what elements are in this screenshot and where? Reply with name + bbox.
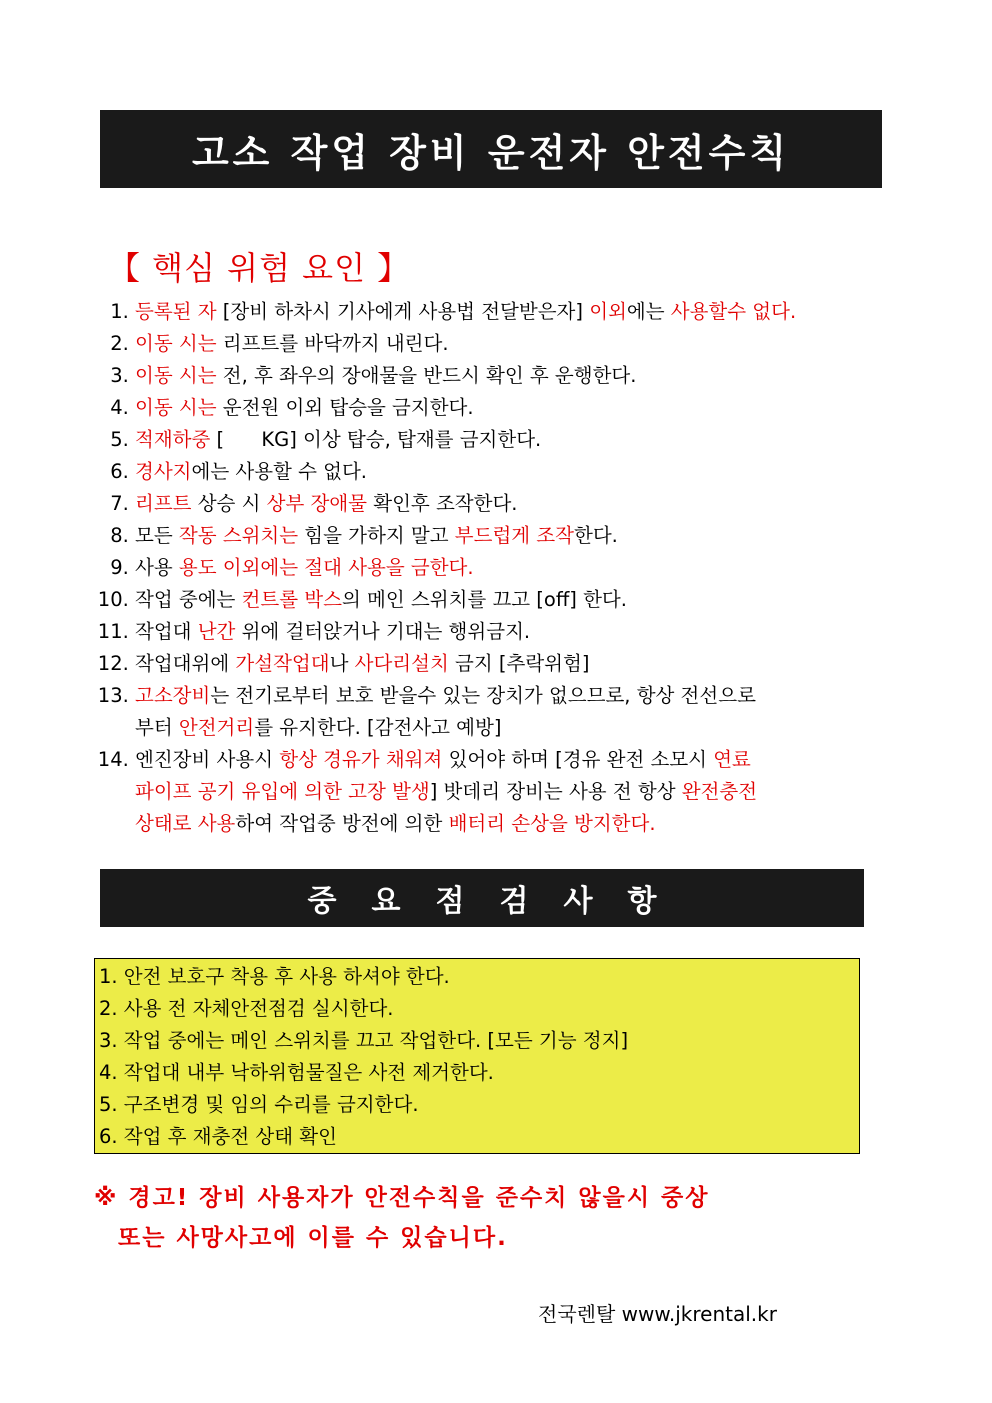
rule-highlight: 항상 경유가 채워져 (279, 748, 449, 771)
rule-line (94, 552, 894, 584)
checklist-item: 6. 작업 후 재충전 상태 확인 (99, 1125, 337, 1148)
rule-text (135, 616, 530, 648)
rule-number (94, 712, 135, 744)
rule-number: 1. (110, 300, 135, 323)
rule-highlight: 상부 장애물 (266, 492, 374, 515)
heading-char: 항 (627, 884, 657, 919)
rule-highlight: 이동 시는 (135, 364, 223, 387)
rule-number: 13. (97, 684, 135, 707)
heading-char: 사 (563, 884, 593, 919)
rule-highlight: 난간 (197, 620, 242, 643)
rule-line (94, 520, 894, 552)
rule-segment: 에는 사용할 수 없다. (191, 460, 368, 483)
footer-company: 전국렌탈 www.jkrental.kr (538, 1302, 777, 1326)
rule-line (94, 392, 894, 424)
checklist-item: 3. 작업 중에는 메인 스위치를 끄고 작업한다. [모든 기능 정지] (99, 1029, 629, 1052)
rule-segment: 힘을 가하지 말고 (304, 524, 455, 547)
rule-segment: 있어야 하며 [경유 완전 소모시 (448, 748, 714, 771)
rule-segment: 한다. (574, 524, 618, 547)
rule-text (135, 456, 367, 488)
checklist-item: 1. 안전 보호구 착용 후 사용 하셔야 한다. (99, 965, 450, 988)
rule-text (135, 584, 627, 616)
rule-text (135, 744, 751, 776)
rule-highlight: 이동 시는 (135, 396, 223, 419)
rule-segment: 금지 [추락위험] (455, 652, 590, 675)
rule-highlight: 완전충전 (681, 780, 758, 803)
rule-number (94, 808, 135, 840)
rule-segment: 운전원 이외 탑승을 금지한다. (222, 396, 474, 419)
rule-segment: 사용 (135, 556, 179, 579)
heading-char: 검 (499, 884, 529, 919)
page-title: 고소 작업 장비 운전자 안전수칙 (191, 130, 791, 175)
rule-segment: 는 전기로부터 보호 받을수 있는 장치가 없으므로, 항상 전선으로 (210, 684, 756, 707)
rule-text (135, 712, 501, 744)
safety-rules-list (94, 296, 894, 840)
rule-text (135, 680, 756, 712)
rule-line (94, 680, 894, 712)
rule-number (94, 776, 135, 808)
rule-segment: 작업 중에는 (135, 588, 242, 611)
rule-text (135, 424, 541, 456)
heading-char: 점 (435, 884, 465, 919)
rule-highlight: 이외 (589, 300, 627, 323)
heading-char: 요 (371, 884, 401, 919)
rule-highlight: 경사지 (135, 460, 192, 483)
rule-text (135, 552, 474, 584)
rule-segment: 를 유지한다. [감전사고 예방] (254, 716, 502, 739)
rule-segment: 작업대 (135, 620, 198, 643)
rule-highlight: 고소장비 (135, 684, 211, 707)
rule-segment: [ KG] 이상 탑승, 탑재를 금지한다. (216, 428, 542, 451)
rule-number: 10. (97, 588, 135, 611)
rule-line (94, 584, 894, 616)
rule-number: 14. (97, 748, 135, 771)
rule-number: 12. (97, 652, 135, 675)
rule-line (94, 808, 894, 840)
rule-number: 11. (97, 620, 135, 643)
rule-segment: 위에 걸터앉거나 기대는 행위금지. (241, 620, 531, 643)
rule-text (135, 392, 474, 424)
rule-number: 3. (110, 364, 135, 387)
rule-line (94, 424, 894, 456)
rule-highlight: 작동 스위치는 (178, 524, 305, 547)
checklist-item: 5. 구조변경 및 임의 수리를 금지한다. (99, 1093, 419, 1116)
rule-highlight: 사다리설치 (354, 652, 456, 675)
heading-char: 중 (307, 884, 337, 919)
rule-text (135, 776, 757, 808)
rule-line (94, 712, 894, 744)
rule-segment: 에는 (626, 300, 671, 323)
rule-text (135, 296, 796, 328)
rule-segment: ] 밧데리 장비는 사용 전 항상 (429, 780, 682, 803)
rule-number: 2. (110, 332, 135, 355)
rule-highlight: 적재하중 (135, 428, 217, 451)
rule-text (135, 648, 589, 680)
rule-segment: 작업대위에 (135, 652, 236, 675)
rule-text (135, 488, 518, 520)
rule-number: 4. (110, 396, 135, 419)
rule-segment: 의 메인 스위치를 끄고 [off] 한다. (341, 588, 627, 611)
rule-highlight: 파이프 공기 유입에 의한 고장 발생 (135, 780, 430, 803)
rule-segment: 나 (329, 652, 355, 675)
important-checks-heading-bar (100, 869, 864, 927)
rule-line (94, 360, 894, 392)
rule-text (135, 520, 618, 552)
rule-segment: 확인후 조작한다. (373, 492, 518, 515)
rule-text (135, 328, 449, 360)
rule-segment: [장비 하차시 기사에게 사용법 전달받은자] (222, 300, 590, 323)
rule-segment: 상승 시 (197, 492, 267, 515)
rule-number: 6. (110, 460, 135, 483)
rule-highlight: 부드럽게 조작 (454, 524, 574, 547)
rule-highlight: 등록된 자 (135, 300, 223, 323)
warning-notice (94, 1178, 709, 1258)
checklist-item: 2. 사용 전 자체안전점검 실시한다. (99, 997, 394, 1020)
rule-highlight: 배터리 손상을 방지한다. (448, 812, 656, 835)
checklist-item: 4. 작업대 내부 낙하위험물질은 사전 제거한다. (99, 1061, 494, 1084)
rule-number: 8. (110, 524, 135, 547)
rule-line (94, 328, 894, 360)
rule-number: 5. (110, 428, 135, 451)
rule-highlight: 가설작업대 (235, 652, 330, 675)
rule-highlight: 컨트롤 박스 (241, 588, 342, 611)
rule-highlight: 상태로 사용 (135, 812, 236, 835)
rule-segment: 하여 작업중 방전에 의한 (235, 812, 449, 835)
rule-text (135, 360, 636, 392)
rule-highlight: 사용할수 없다. (670, 300, 797, 323)
rule-highlight: 안전거리 (178, 716, 255, 739)
checklist-box (94, 958, 860, 1154)
rule-segment: 부터 (135, 716, 179, 739)
warning-line-2: 또는 사망사고에 이를 수 있습니다. (118, 1225, 508, 1251)
rule-line (94, 296, 894, 328)
rule-number: 9. (110, 556, 135, 579)
rule-line (94, 616, 894, 648)
warning-line-1: ※ 경고! 장비 사용자가 안전수칙을 준수치 않을시 중상 (94, 1185, 710, 1211)
section-heading-key-risks: 【 핵심 위험 요인 】 (108, 249, 411, 287)
rule-line (94, 648, 894, 680)
rule-line (94, 488, 894, 520)
rule-text (135, 808, 656, 840)
rule-highlight: 이동 시는 (135, 332, 223, 355)
page-title-bar (100, 110, 882, 188)
rule-segment: 전, 후 좌우의 장애물을 반드시 확인 후 운행한다. (222, 364, 637, 387)
rule-line (94, 456, 894, 488)
rule-highlight: 리프트 (135, 492, 198, 515)
rule-segment: 엔진장비 사용시 (135, 748, 280, 771)
rule-line (94, 776, 894, 808)
rule-line (94, 744, 894, 776)
rule-segment: 리프트를 바닥까지 내린다. (222, 332, 449, 355)
rule-highlight: 용도 이외에는 절대 사용을 금한다. (178, 556, 474, 579)
rule-highlight: 연료 (713, 748, 751, 771)
rule-segment: 모든 (135, 524, 179, 547)
rule-number: 7. (110, 492, 135, 515)
